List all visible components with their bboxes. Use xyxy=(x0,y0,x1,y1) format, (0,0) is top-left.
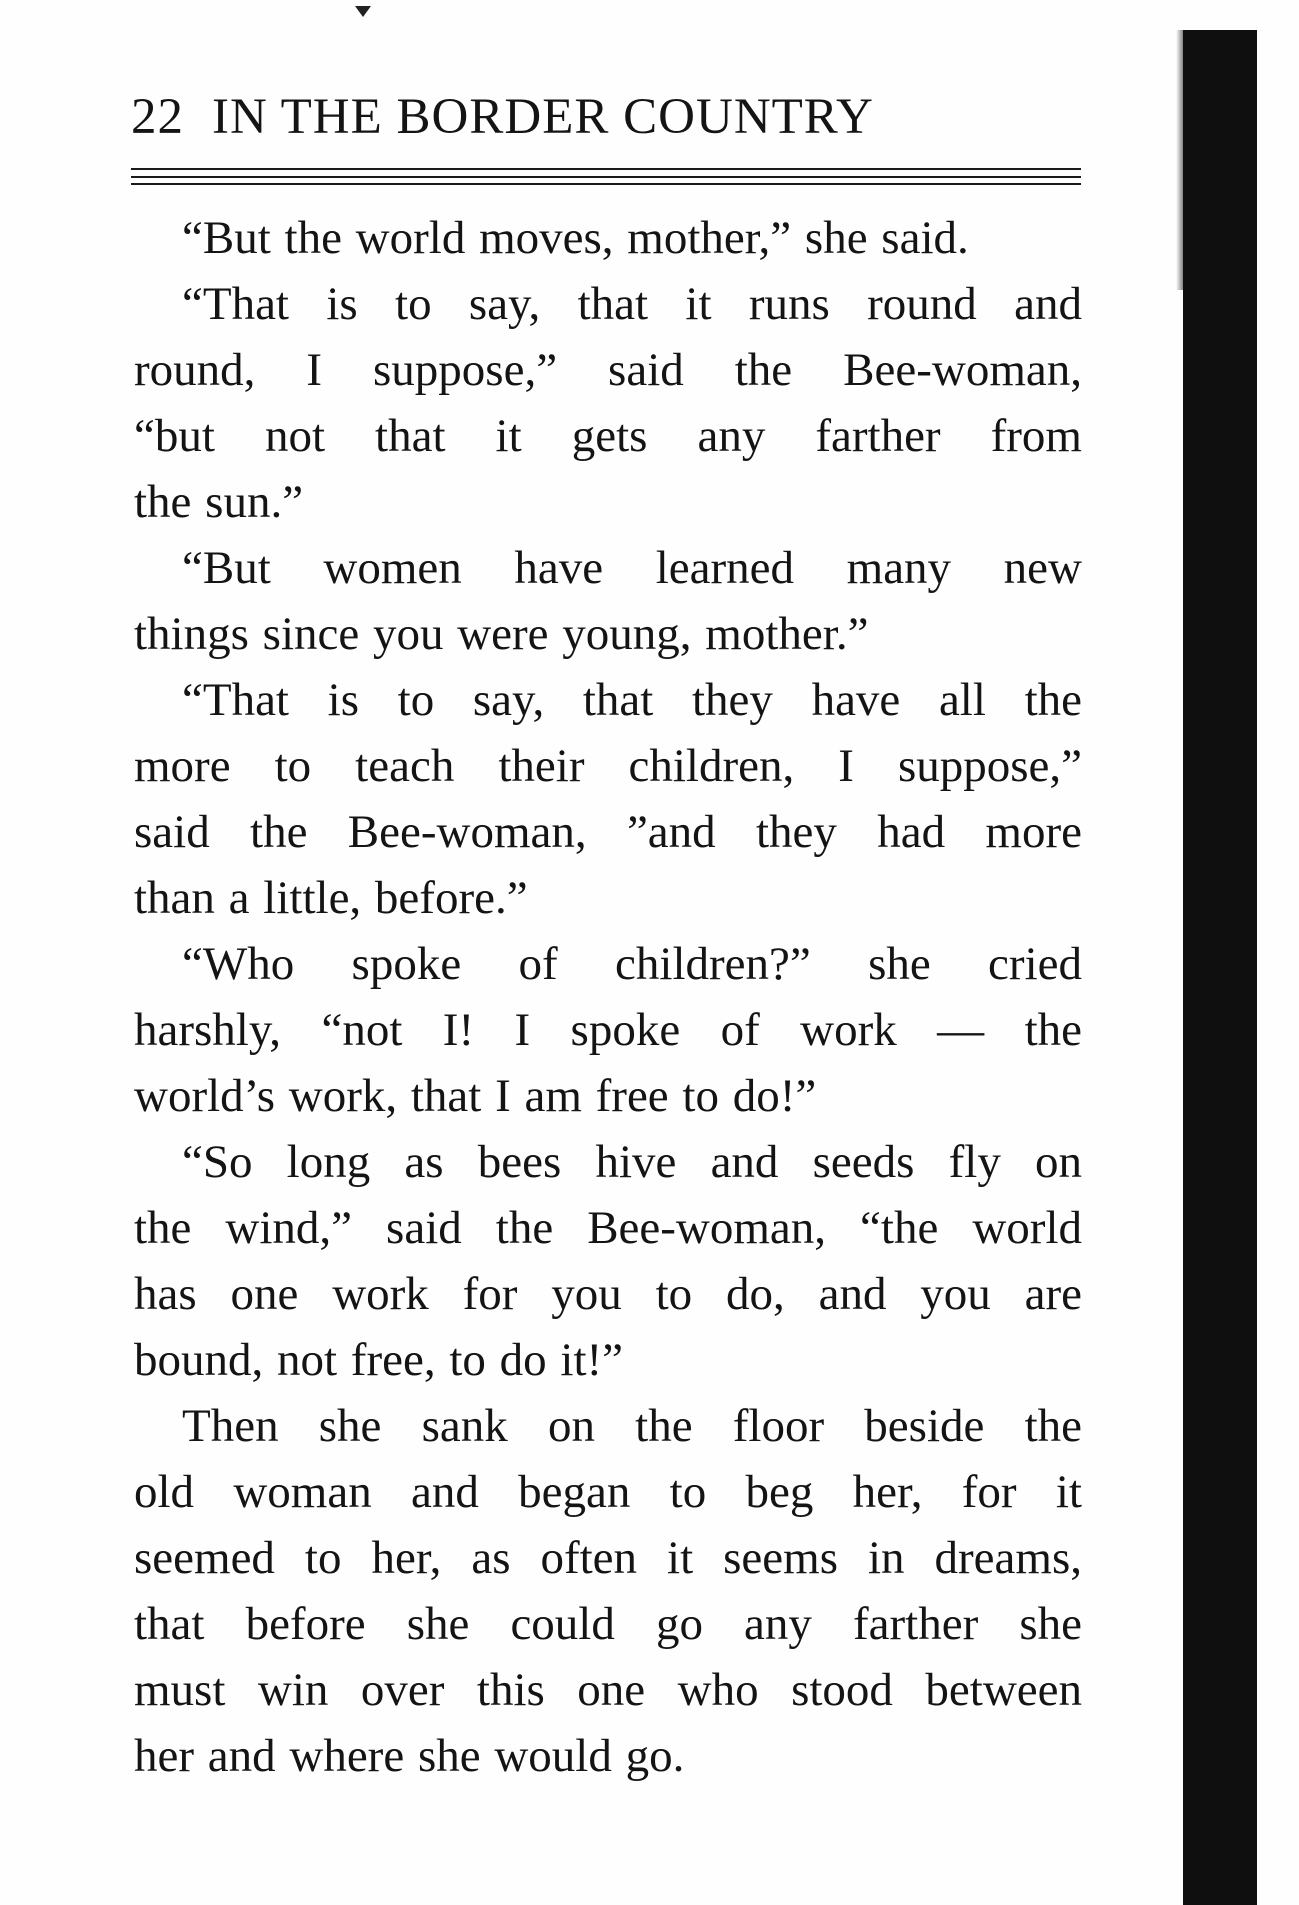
text-line: the wind,” said the Bee-woman, “the world xyxy=(134,1202,1082,1254)
text-line: round, I suppose,” said the Bee-woman, xyxy=(134,344,1082,396)
page-marker-triangle xyxy=(355,6,371,17)
text-line: said the Bee-woman, ”and they had more xyxy=(134,806,1082,858)
text-line: “But women have learned many new xyxy=(182,542,1082,594)
text-line: things since you were young, mother.” xyxy=(134,608,869,660)
page-number: 22 xyxy=(131,89,184,145)
binding-bar xyxy=(1183,30,1257,1905)
text-line: harshly, “not I! I spoke of work — the xyxy=(134,1004,1082,1056)
header-rule-middle xyxy=(131,176,1081,178)
text-line: “but not that it gets any farther from xyxy=(134,410,1082,462)
text-line: “That is to say, that they have all the xyxy=(182,674,1082,726)
text-line: the sun.” xyxy=(134,476,304,528)
header-rule-bottom xyxy=(131,183,1081,185)
body-text xyxy=(134,205,1082,1789)
text-line: must win over this one who stood between xyxy=(134,1664,1082,1716)
text-line: “Who spoke of children?” she cried xyxy=(182,938,1082,990)
text-line: “So long as bees hive and seeds fly on xyxy=(182,1136,1082,1188)
running-header xyxy=(131,88,1081,158)
text-line: more to teach their children, I suppose,” xyxy=(134,740,1082,792)
running-title: IN THE BORDER COUNTRY xyxy=(212,89,874,145)
text-line: old woman and began to beg her, for it xyxy=(134,1466,1082,1518)
text-line: than a little, before.” xyxy=(134,872,528,924)
header-rule-top xyxy=(131,168,1081,170)
text-line: has one work for you to do, and you are xyxy=(134,1268,1082,1320)
text-line: “But the world moves, mother,” she said. xyxy=(182,212,969,264)
text-line: that before she could go any farther she xyxy=(134,1598,1082,1650)
text-line: her and where she would go. xyxy=(134,1730,685,1782)
text-line: seemed to her, as often it seems in dreams, xyxy=(134,1532,1082,1584)
text-line: bound, not free, to do it!” xyxy=(134,1334,624,1386)
text-line: world’s work, that I am free to do!” xyxy=(134,1070,817,1122)
text-line: “That is to say, that it runs round and xyxy=(182,278,1082,330)
text-line: Then she sank on the floor beside the xyxy=(182,1400,1082,1452)
